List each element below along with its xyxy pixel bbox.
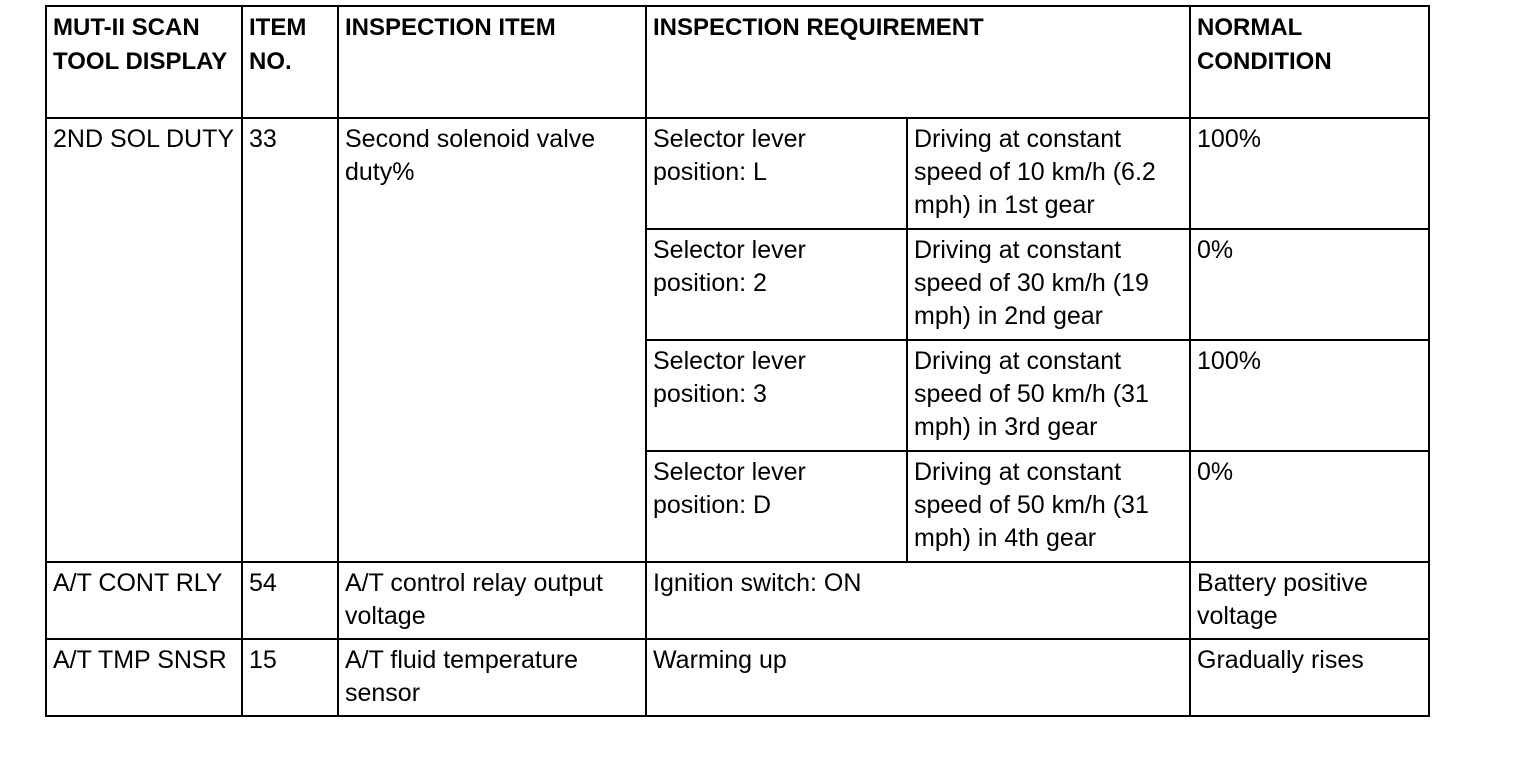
header-normal-condition: NORMAL CONDITION bbox=[1190, 6, 1429, 118]
normal-condition-cell: 100% bbox=[1190, 118, 1429, 229]
normal-condition-cell: Gradually rises bbox=[1190, 639, 1429, 716]
header-item-no: ITEM NO. bbox=[242, 6, 338, 118]
normal-condition-cell: 0% bbox=[1190, 451, 1429, 562]
header-row bbox=[46, 6, 1429, 118]
driving-cell: Driving at constant speed of 10 km/h (6.2 mph) in 1st gear bbox=[907, 118, 1190, 229]
normal-condition-cell: 100% bbox=[1190, 340, 1429, 451]
selector-cell: Selector lever position: 3 bbox=[646, 340, 907, 451]
table-row bbox=[46, 639, 1429, 716]
requirement-cell: Ignition switch: ON bbox=[646, 562, 1190, 639]
table-row bbox=[46, 562, 1429, 639]
driving-cell: Driving at constant speed of 50 km/h (31 mph) in 3rd gear bbox=[907, 340, 1190, 451]
table-row bbox=[46, 118, 1429, 229]
header-inspection-item: INSPECTION ITEM bbox=[338, 6, 646, 118]
normal-condition-cell: Battery positive voltage bbox=[1190, 562, 1429, 639]
display-cell: 2ND SOL DUTY bbox=[46, 118, 242, 562]
normal-condition-cell: 0% bbox=[1190, 229, 1429, 340]
driving-cell: Driving at constant speed of 30 km/h (19 mph) in 2nd gear bbox=[907, 229, 1190, 340]
item-no-cell: 33 bbox=[242, 118, 338, 562]
selector-cell: Selector lever position: L bbox=[646, 118, 907, 229]
header-inspection-requirement: INSPECTION REQUIREMENT bbox=[646, 6, 1190, 118]
driving-cell: Driving at constant speed of 50 km/h (31 mph) in 4th gear bbox=[907, 451, 1190, 562]
inspection-table bbox=[45, 5, 1430, 717]
header-display: MUT-II SCAN TOOL DISPLAY bbox=[46, 6, 242, 118]
display-cell: A/T CONT RLY bbox=[46, 562, 242, 639]
inspection-item-cell: A/T fluid temperature sensor bbox=[338, 639, 646, 716]
item-no-cell: 54 bbox=[242, 562, 338, 639]
display-cell: A/T TMP SNSR bbox=[46, 639, 242, 716]
selector-cell: Selector lever position: 2 bbox=[646, 229, 907, 340]
inspection-item-cell: A/T control relay output voltage bbox=[338, 562, 646, 639]
item-no-cell: 15 bbox=[242, 639, 338, 716]
selector-cell: Selector lever position: D bbox=[646, 451, 907, 562]
requirement-cell: Warming up bbox=[646, 639, 1190, 716]
inspection-item-cell: Second solenoid valve duty% bbox=[338, 118, 646, 562]
